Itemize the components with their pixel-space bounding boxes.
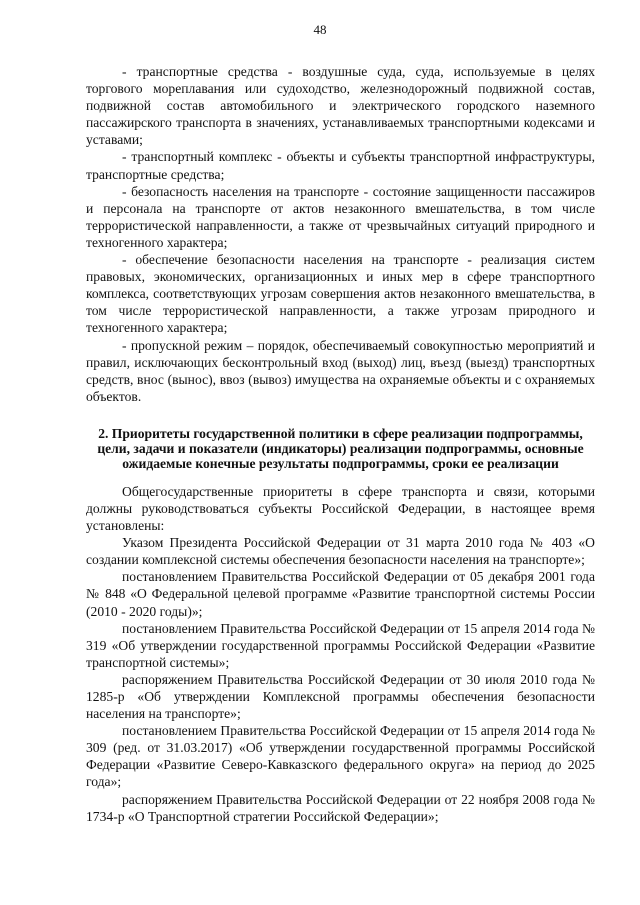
definition-paragraph: - безопасность населения на транспорте - состояние защищенности пассажиров и персонала на транспорте от актов незаконного вмешательства, в том числе террористической направленности, а также от чрезвычайных ситуаций природного и техногенного характера; xyxy=(86,183,595,250)
legal-act-paragraph: распоряжением Правительства Российской Федерации от 30 июля 2010 года № 1285-р «Об утверждении Комплексной программы обеспечения безопасности населения на транспорте»; xyxy=(86,671,595,722)
legal-act-paragraph: постановлением Правительства Российской Федерации от 15 апреля 2014 года № 319 «Об утверждении государственной программы Российской Федерации «Развитие транспортной системы»; xyxy=(86,620,595,670)
definition-paragraph: - пропускной режим – порядок, обеспечиваемый совокупностью мероприятий и правил, исключающих бесконтрольный вход (выход) лиц, въезд (выезд) транспортных средств, внос (вынос), ввоз (вывоз) имущества на охраняемые объекты и с охраняемых объектов. xyxy=(86,337,595,404)
legal-act-paragraph: постановлением Правительства Российской Федерации от 05 декабря 2001 года № 848 «О Федеральной целевой программе «Развитие транспортной системы России (2010 - 2020 годы)»; xyxy=(86,569,595,619)
legal-act-paragraph: распоряжением Правительства Российской Федерации от 22 ноября 2008 года № 1734-р «О Транспортной стратегии Российской Федерации»; xyxy=(86,791,595,824)
definition-paragraph: - транспортный комплекс - объекты и субъекты транспортной инфраструктуры, транспортные средства; xyxy=(86,149,595,182)
legal-act-paragraph: Указом Президента Российской Федерации от 31 марта 2010 года № 403 «О создании комплексной системы обеспечения безопасности населения на транспорте»; xyxy=(86,535,595,568)
page-number: 48 xyxy=(313,22,327,37)
definition-paragraph: - транспортные средства - воздушные суда, суда, используемые в целях торгового мореплавания или судоходство, железнодорожный подвижной состав, подвижной состав автомобильного и электрического городского наземного пассажирского транспорта в значениях, устанавливаемых транспортными кодексами и уставами; xyxy=(86,64,595,148)
page-content xyxy=(86,63,595,825)
definition-paragraph: - обеспечение безопасности населения на транспорте - реализация систем правовых, экономических, организационных и иных мер в сфере транспортного комплекса, соответствующих угрозам совершения актов незаконного вмешательства, в том числе террористической направленности, а также угрозам природного и техногенного характера; xyxy=(86,252,595,336)
intro-paragraph: Общегосударственные приоритеты в сфере транспорта и связи, которыми должны руководствоваться субъекты Российской Федерации, в настоящее время установлены: xyxy=(86,483,595,534)
legal-act-paragraph: постановлением Правительства Российской Федерации от 15 апреля 2014 года № 309 (ред. от 31.03.2017) «Об утверждении государственной программы Российской Федерации «Развитие Северо-Кавказского федерального округа» на период до 2025 года»; xyxy=(86,723,595,790)
section-heading: 2. Приоритеты государственной политики в сфере реализации подпрограммы, цели, задачи и показатели (индикаторы) реализации подпрограммы, основные ожидаемые конечные результаты подпрограммы, сроки ее реализации xyxy=(97,425,584,471)
